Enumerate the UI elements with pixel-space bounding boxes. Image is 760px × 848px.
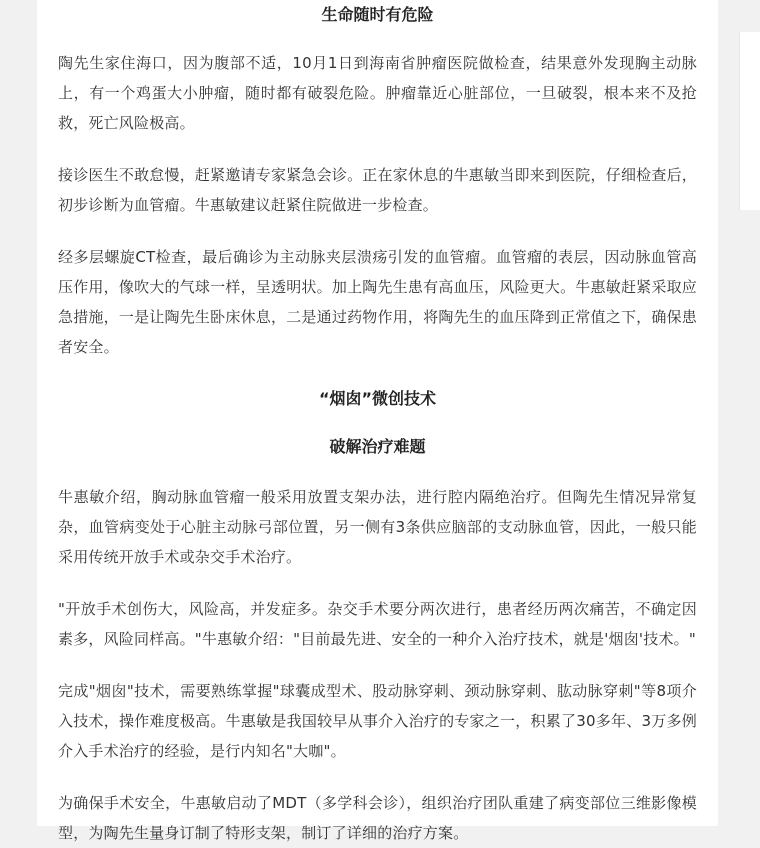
- article-body: [37, 0, 718, 842]
- article-content: [37, 0, 718, 848]
- paragraph-diagnosis: 经多层螺旋CT检查，最后确诊为主动脉夹层溃疡引发的血管瘤。血管瘤的表层，因动脉血管高压作用，像吹大的气球一样，呈透明状。加上陶先生患有高血压，风险更大。牛惠敏赶紧采取应急措施，一是让陶先生卧床休息，二是通过药物作用，将陶先生的血压降到正常值之下，确保患者安全。: [58, 248, 697, 356]
- section-heading-danger: 生命随时有危险: [321, 5, 434, 24]
- paragraph-treatment-intro: 牛惠敏介绍，胸动脉血管瘤一般采用放置支架办法，进行腔内隔绝治疗。但陶先生情况异常复杂，血管病变处于心脏主动脉弓部位置，另一侧有3条供应脑部的支动脉血管，因此，一般只能采用传统开放手术或杂交手术治疗。: [58, 488, 697, 566]
- paragraph-discovery: 陶先生家住海口，因为腹部不适，10月1日到海南省肿瘤医院做检查，结果意外发现胸主动脉上，有一个鸡蛋大小肿瘤，随时都有破裂危险。肿瘤靠近心脏部位，一旦破裂，根本来不及抢救，死亡风险极高。: [58, 54, 697, 132]
- section-heading-chimney: “烟囱”微创技术: [318, 389, 437, 408]
- paragraph-consultation: 接诊医生不敢怠慢，赶紧邀请专家紧急会诊。正在家休息的牛惠敏当即来到医院，仔细检查后，初步诊断为血管瘤。牛惠敏建议赶紧住院做进一步检查。: [58, 166, 697, 214]
- section-subheading-solution: 破解治疗难题: [329, 437, 426, 456]
- side-panel-edge: [739, 32, 760, 210]
- paragraph-mdt: 为确保手术安全，牛惠敏启动了MDT（多学科会诊），组织治疗团队重建了病变部位三维影像模型，为陶先生量身订制了特形支架，制订了详细的治疗方案。: [58, 794, 697, 842]
- paragraph-surgery-risk: "开放手术创伤大，风险高，并发症多。杂交手术要分两次进行，患者经历两次痛苦，不确定因素多，风险同样高。"牛惠敏介绍："目前最先进、安全的一种介入治疗技术，就是'烟囱'技术。": [58, 600, 697, 648]
- paragraph-chimney-technique: 完成"烟囱"技术，需要熟练掌握"球囊成型术、股动脉穿刺、颈动脉穿刺、肱动脉穿刺"等8项介入技术，操作难度极高。牛惠敏是我国较早从事介入治疗的专家之一，积累了30多年、3万多例介入手术治疗的经验，是行内知名"大咖"。: [58, 682, 697, 760]
